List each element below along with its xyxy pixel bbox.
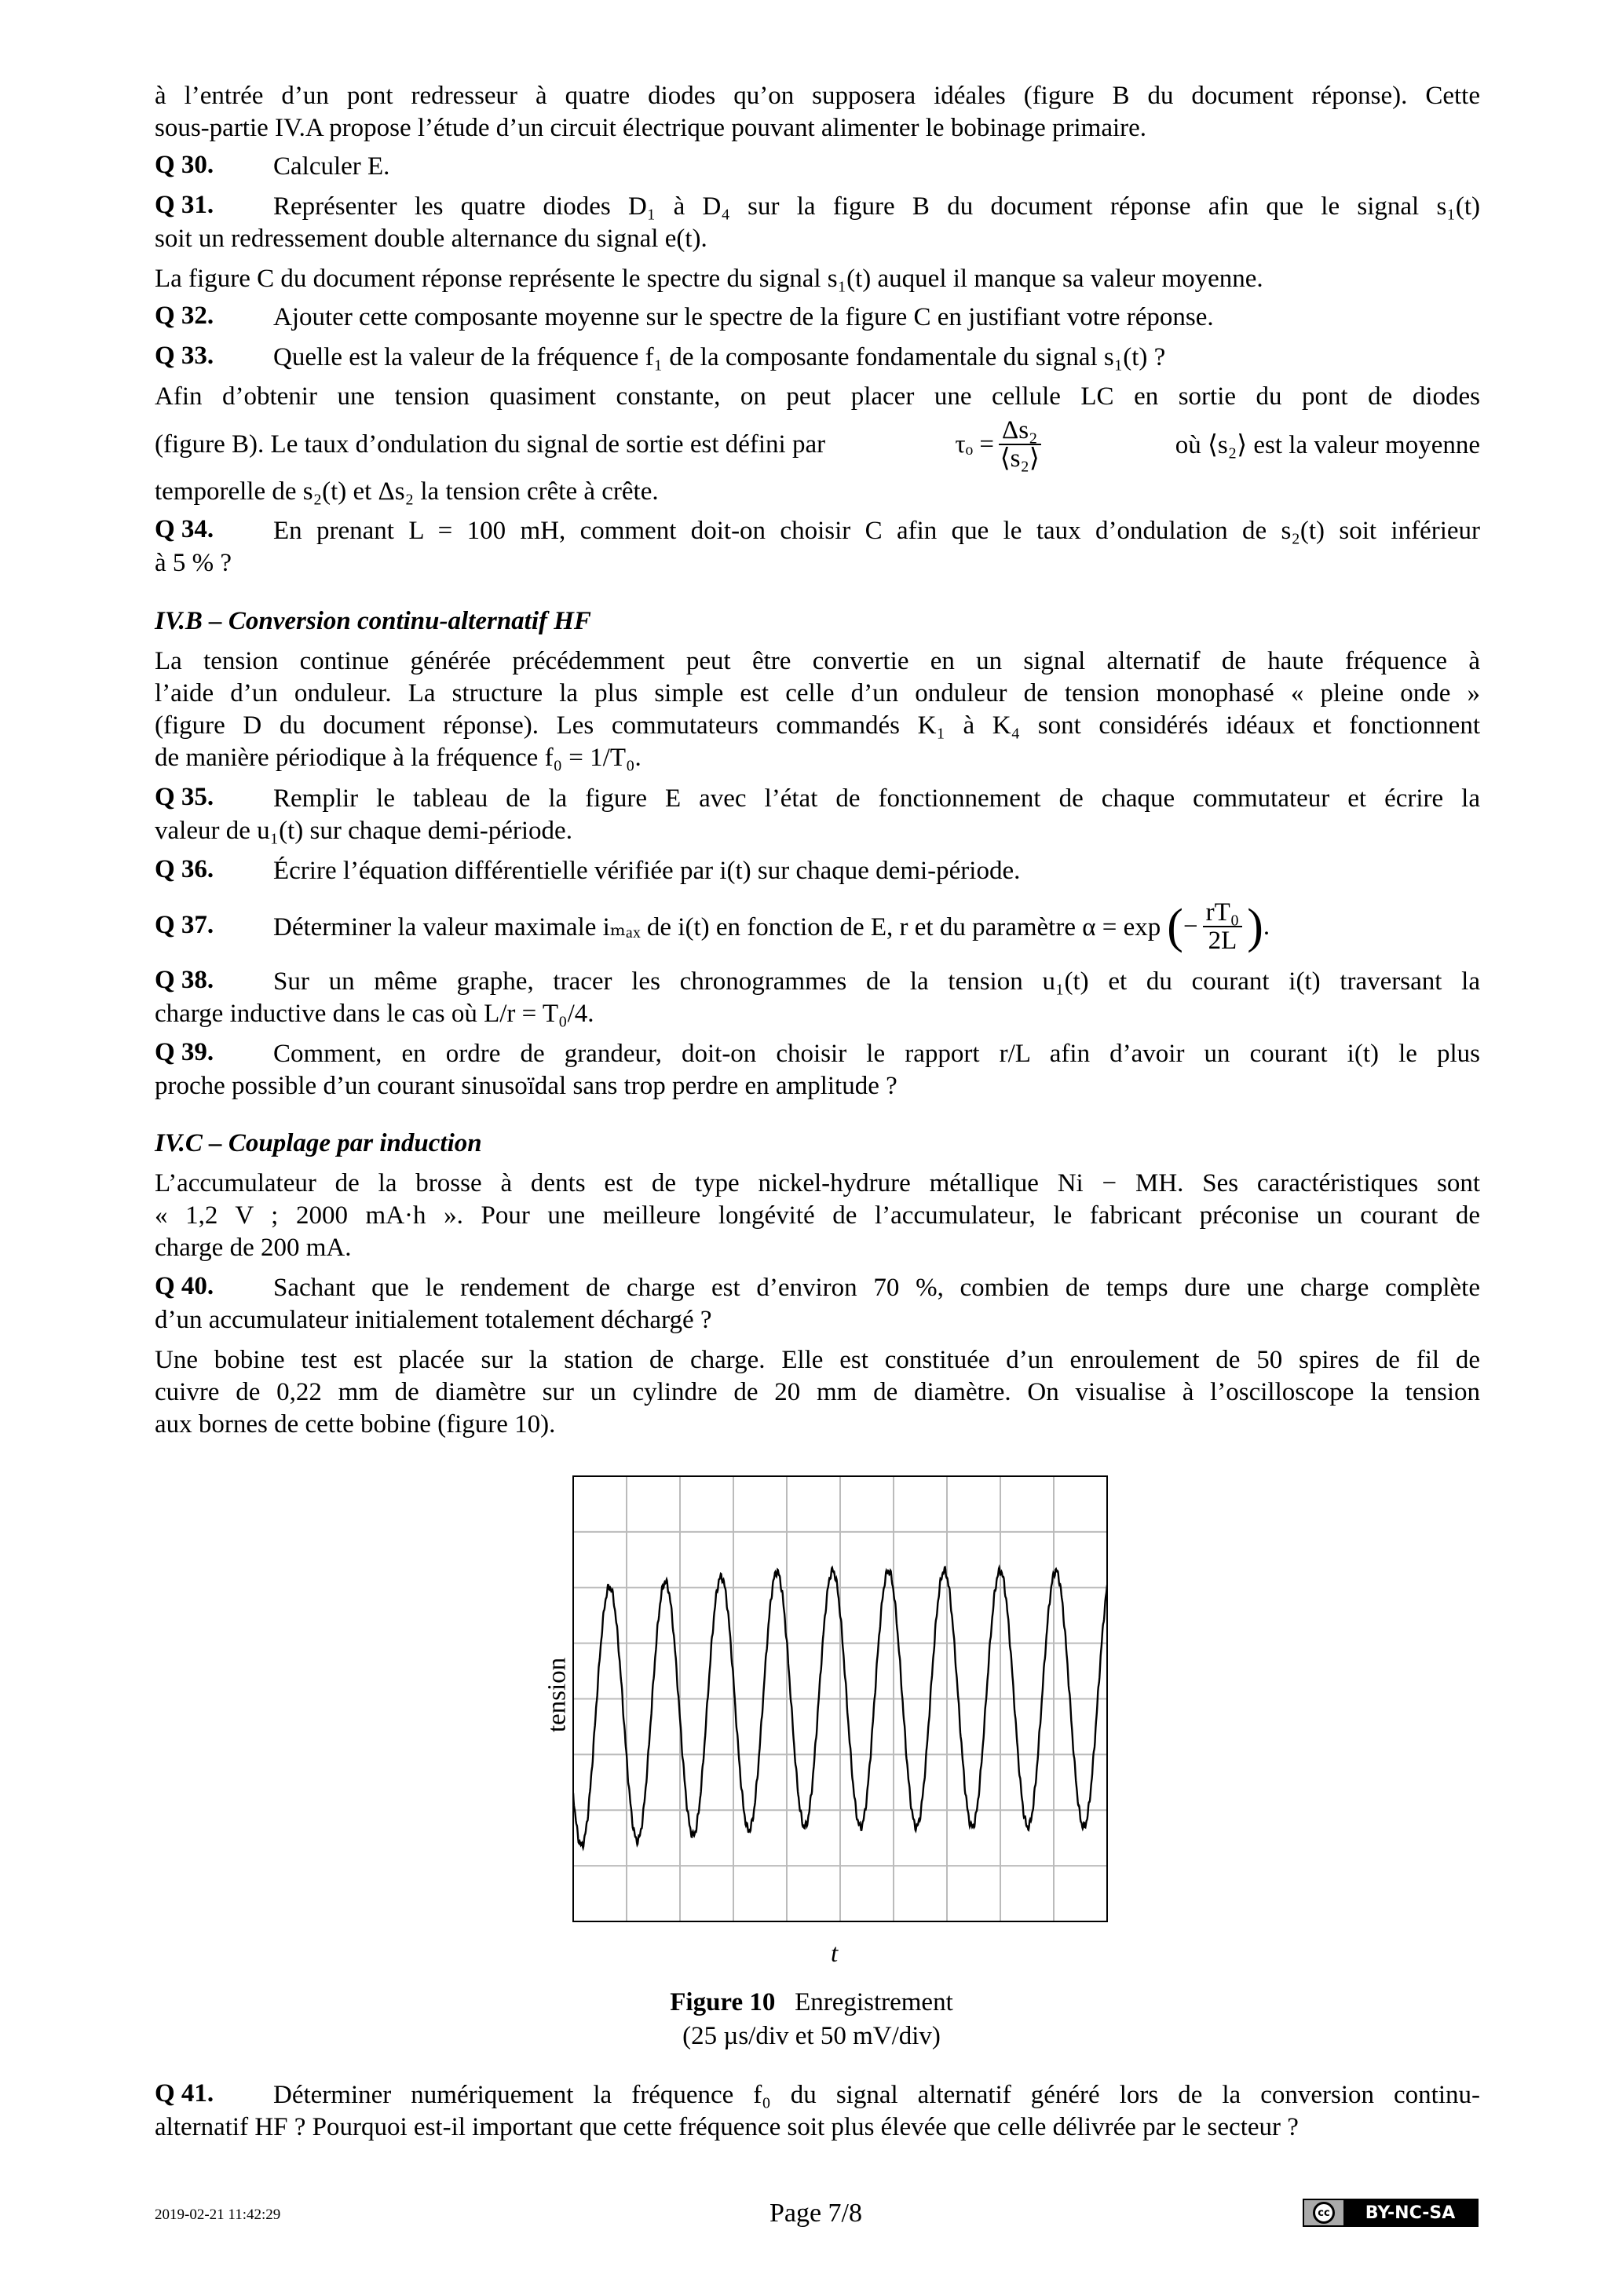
battery-paragraph — [155, 1168, 1480, 1264]
text-line: Sur un même graphe, tracer les chronogrammes de la tension u₁(t) et du courant i(t) traversant la — [273, 967, 1480, 996]
figure-caption — [0, 1987, 1623, 2019]
question-32 — [155, 302, 1480, 334]
question-label: Q 33. — [155, 342, 214, 370]
text-line: Représenter les quatre diodes D₁ à D₄ sur la figure B du document réponse afin que le signal s₁(t) — [273, 192, 1480, 221]
right-paren: ) — [1247, 900, 1263, 953]
text-line: Afin d’obtenir une tension quasiment constante, on peut placer une cellule LC en sortie du pont de diodes — [155, 382, 1480, 411]
fraction-numerator: rT₀ — [1203, 899, 1243, 927]
question-label: Q 31. — [155, 191, 214, 219]
text-segment: Déterminer la valeur maximale iₘₐₓ de i(t) en fonction de E, r et du paramètre α = exp — [273, 913, 1161, 941]
text-line: aux bornes de cette bobine (figure 10). — [155, 1410, 556, 1439]
license-text: BY-NC-SA — [1365, 2203, 1456, 2223]
fraction-denominator: 2L — [1208, 927, 1237, 955]
text-line: Écrire l’équation différentielle vérifiée par i(t) sur chaque demi-période. — [273, 857, 1021, 885]
ripple-fraction — [999, 417, 1041, 472]
alpha-fraction — [1203, 899, 1243, 954]
fraction-numerator: Δs₂ — [999, 417, 1041, 445]
minus-sign: − — [1183, 912, 1198, 941]
text-line: Une bobine test est placée sur la station de charge. Elle est constituée d’un enroulement de 50 spires de fil de — [155, 1346, 1480, 1374]
alpha-formula-line — [155, 895, 1480, 958]
question-label: Q 35. — [155, 783, 214, 811]
text-line: à 5 % ? — [155, 549, 232, 577]
text-line: charge de 200 mA. — [155, 1234, 352, 1262]
fraction-denominator: ⟨s₂⟩ — [1000, 444, 1040, 473]
lc-cell-paragraph — [155, 381, 1480, 508]
text-line: Sachant que le rendement de charge est d’environ 70 %, combien de temps dure une charge complète — [273, 1274, 1480, 1302]
cc-license-badge — [1303, 2199, 1479, 2227]
text-line: l’aide d’un onduleur. La structure la plus simple est celle d’un onduleur de tension monophasé « pleine onde » — [155, 679, 1480, 707]
question-38 — [155, 966, 1480, 1030]
question-30 — [155, 151, 1480, 183]
section-heading-ivc — [155, 1128, 1480, 1160]
y-axis-label: tension — [543, 1657, 572, 1733]
page-number: Page 7/8 — [769, 2199, 863, 2228]
caption-scale: (25 µs/div et 50 mV/div) — [682, 2022, 941, 2050]
section-heading-ivb — [155, 605, 1480, 638]
test-coil-paragraph — [155, 1344, 1480, 1441]
text-segment: où ⟨s₂⟩ est la valeur moyenne — [1175, 431, 1480, 459]
cc-logo-icon — [1304, 2200, 1343, 2225]
question-label: Q 30. — [155, 151, 214, 179]
text-line: d’un accumulateur initialement totalement déchargé ? — [155, 1306, 712, 1334]
question-36 — [155, 855, 1480, 887]
text-line: Remplir le tableau de la figure E avec l’état de fonctionnement de chaque commutateur et écrire la — [273, 784, 1480, 813]
question-37 — [155, 895, 1480, 958]
question-label: Q 38. — [155, 966, 214, 994]
question-41 — [155, 2079, 1480, 2144]
text-line: à l’entrée d’un pont redresseur à quatre diodes qu’on supposera idéales (figure B du document réponse). Cette — [155, 82, 1480, 110]
text-line: Comment, en ordre de grandeur, doit-on choisir le rapport r/L afin d’avoir un courant i(t) le plus — [273, 1040, 1480, 1068]
heading-text: IV.C – Couplage par induction — [155, 1129, 482, 1157]
heading-text: IV.B – Conversion continu-alternatif HF — [155, 607, 591, 635]
text-line: En prenant L = 100 mH, comment doit-on choisir C afin que le taux d’ondulation de s₂(t) soit inférieur — [273, 517, 1480, 545]
text-segment: (figure B). Le taux d’ondulation du signal de sortie est défini par — [155, 430, 826, 459]
text-line: soit un redressement double alternance du signal e(t). — [155, 225, 707, 253]
inverter-paragraph — [155, 645, 1480, 774]
left-paren: ( — [1167, 900, 1183, 953]
text-line: Calculer E. — [273, 152, 390, 181]
question-35 — [155, 783, 1480, 847]
question-40 — [155, 1272, 1480, 1336]
text-line: alternatif HF ? Pourquoi est-il important que cette fréquence soit plus élevée que celle délivrée par le secteur ? — [155, 2113, 1299, 2141]
oscilloscope-figure — [572, 1475, 1108, 1922]
question-label: Q 37. — [155, 911, 214, 939]
question-33 — [155, 342, 1480, 374]
question-39 — [155, 1038, 1480, 1102]
cc-text: cc — [1313, 2202, 1335, 2224]
x-axis-label: t — [831, 1940, 839, 1968]
figure-c-paragraph — [155, 263, 1480, 295]
period: . — [1263, 912, 1270, 941]
text-line: charge inductive dans le cas où L/r = T₀/4. — [155, 1000, 594, 1028]
text-line: Ajouter cette composante moyenne sur le spectre de la figure C en justifiant votre réponse. — [273, 303, 1214, 331]
text-line: proche possible d’un courant sinusoïdal sans trop perdre en amplitude ? — [155, 1072, 897, 1100]
footer-date: 2019-02-21 11:42:29 — [155, 2206, 281, 2223]
question-label: Q 34. — [155, 515, 214, 543]
question-label: Q 41. — [155, 2079, 214, 2108]
question-label: Q 40. — [155, 1272, 214, 1300]
text-line: La tension continue générée précédemment peut être convertie en un signal alternatif de haute fréquence à — [155, 647, 1480, 675]
question-34 — [155, 515, 1480, 579]
text-line: sous-partie IV.A propose l’étude d’un circuit électrique pouvant alimenter le bobinage primaire. — [155, 114, 1147, 142]
text-line: cuivre de 0,22 mm de diamètre sur un cylindre de 20 mm de diamètre. On visualise à l’oscilloscope la tension — [155, 1378, 1480, 1406]
text-line: valeur de u₁(t) sur chaque demi-période. — [155, 817, 572, 845]
question-label: Q 39. — [155, 1038, 214, 1066]
ripple-formula-line — [155, 413, 1480, 476]
text-line: Quelle est la valeur de la fréquence f₁ de la composante fondamentale du signal s₁(t) ? — [273, 343, 1166, 371]
intro-paragraph — [155, 80, 1480, 144]
tau-symbol: τₒ = — [955, 430, 994, 459]
text-line: L’accumulateur de la brosse à dents est de type nickel-hydrure métallique Ni − MH. Ses caractéristiques sont — [155, 1169, 1480, 1197]
text-line: de manière périodique à la fréquence f₀ = 1/T₀. — [155, 744, 642, 772]
question-label: Q 32. — [155, 302, 214, 330]
question-31 — [155, 191, 1480, 255]
text-line: temporelle de s₂(t) et Δs₂ la tension crête à crête. — [155, 477, 659, 506]
question-label: Q 36. — [155, 855, 214, 883]
text-line: (figure D du document réponse). Les commutateurs commandés K₁ à K₄ sont considérés idéaux et fonctionnent — [155, 711, 1480, 740]
caption-title: Enregistrement — [795, 1988, 953, 2016]
text-line: « 1,2 V ; 2000 mA·h ». Pour une meilleure longévité de l’accumulateur, le fabricant préconise un courant de — [155, 1201, 1480, 1230]
caption-label: Figure 10 — [670, 1988, 776, 2016]
text-line: La figure C du document réponse représente le spectre du signal s₁(t) auquel il manque sa valeur moyenne. — [155, 265, 1263, 293]
text-line: Déterminer numériquement la fréquence f₀ du signal alternatif généré lors de la conversion continu- — [273, 2081, 1480, 2109]
